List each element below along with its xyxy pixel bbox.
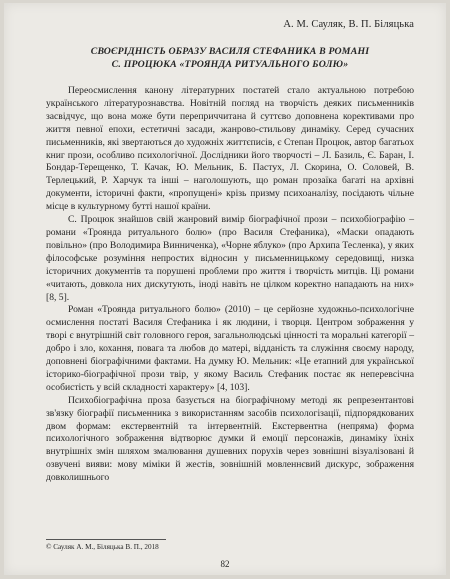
title-line-2: С. ПРОЦЮКА «ТРОЯНДА РИТУАЛЬНОГО БОЛЮ» [111,59,349,70]
author-names: А. М. Сауляк, В. П. Біляцька [283,19,414,30]
paragraph: Психобіографічна проза базується на біографічному методі як репрезентантові зв'язку біографії письменника з використанням засобів психологізації, підпорядкованих двом формам: екстервентній та інтервентній. Екстервентна (непряма) форма психологічного зображення відтворює думки й емоції персонажів, динаміку їхніх внутрішніх змін шляхом змалювання душевних порухів через зовнішні візуалізовані й озвучені вияви: мову міміки й жестів, зовнішній мовленнєвий дискурс, зображення довколишнього [46,394,414,484]
footnote-divider [46,539,166,540]
page-number: 82 [220,559,230,569]
paragraph: Переосмислення канону літературних постатей стало актуальною потребою українського літературознавства. Новітній погляд на творчість деяких письменників засвідчує, що вона може бути переприччитана й суттєво доповнена корективами про життя певної епохи, естетичні засади, жанрово-стильову динаміку. Серед сучасних письменників, які звертаються до художніх життєписів, є Степан Процюк, автор багатьох книг прози, особливо психологічної. Дослідники його творчості – Л. Базиль, Є. Баран, І. Бондар-Терещенко, Т. Качак, Ю. Мельник, Б. Пастух, Л. Скорина, О. Соловей, В. Терлецький, Р. Харчук та інші – наголошують, що роман прозаїка багаті на архівні документи, історичні факти, «пропущені» крізь призму психоаналізу, посідають чільне місце в культурному бутті нашої країни. [46,85,414,213]
paragraph: Роман «Троянда ритуального болю» (2010) – це серйозне художньо-психологічне осмислення постаті Василя Стефаника і як людини, і творця. Центром зображення у творі є внутрішній світ головного героя, загальнолюдські цінності та моральні категорії – добро і зло, кохання, повага та любов до матері, відданість та служіння своєму народу, доповнені біографічними фактами. На думку Ю. Мельник: «Це етапний для української історико-біографічної прози твір, у якому Василь Стефаник постає як неперевсічна особистість у всій складності характеру» [4, 103]. [46,304,414,393]
article-title [44,45,416,71]
title-line-1: СВОЄРІДНІСТЬ ОБРАЗУ ВАСИЛЯ СТЕФАНИКА В РОМАНІ [90,46,370,57]
document-page [4,3,446,575]
article-body [46,85,414,485]
copyright-footnote: © Сауляк А. М., Біляцька В. П., 2018 [46,543,159,551]
paragraph: С. Процюк знайшов свій жанровий вимір біографічної прози – психобіографію – романи «Троянда ритуального болю» (про Василя Стефаника), «Маски опадають повільно» (про Володимира Винниченка), «Чорне яблуко» (про Архипа Тесленка), у яких філософське розуміння непростих відносин у письменницькому середовищі, низка історичних документів та порушені проблеми про життя і творчість митців. Ці романи «читають, довкола них дискутують, іноді навіть не цілком коректно нападають на них» [8, 5]. [46,214,414,303]
